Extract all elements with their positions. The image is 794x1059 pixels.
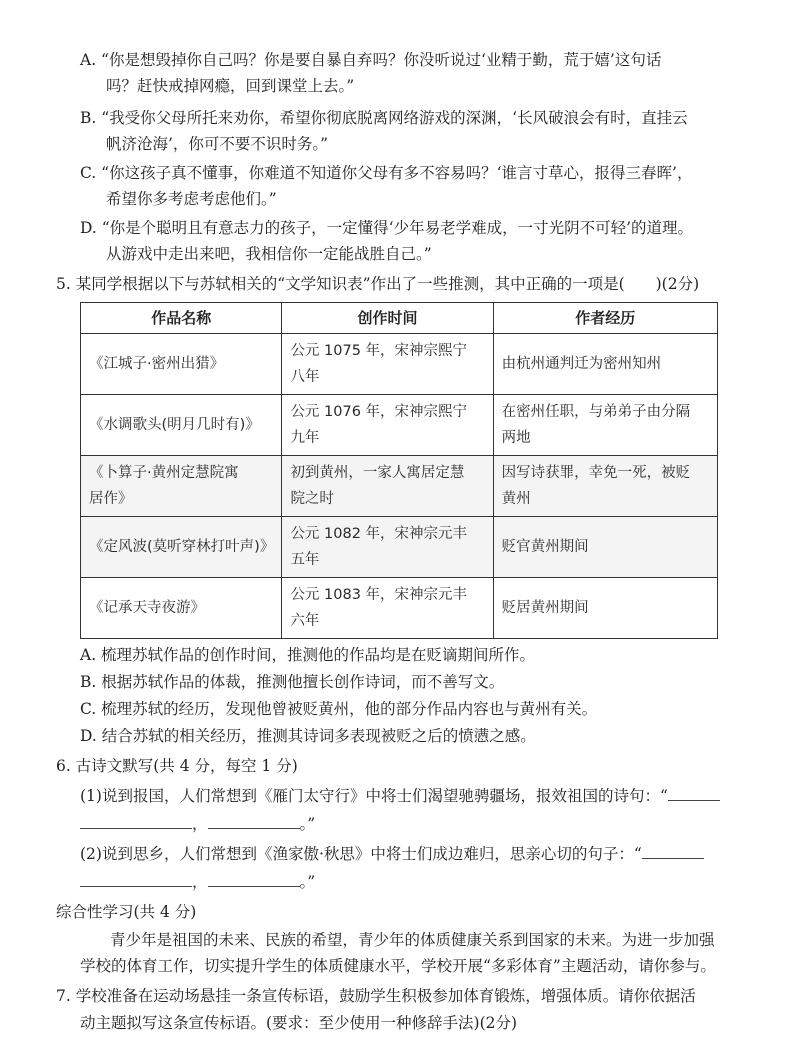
comprehensive-para-2: 学校的体育工作，切实提升学生的体质健康水平，学校开展“多彩体育”主题活动，请你参与。: [80, 957, 716, 975]
answer-blank[interactable]: [208, 872, 300, 887]
cell-time: [282, 395, 493, 456]
cell-experience: [493, 578, 717, 639]
cell-time: [282, 456, 493, 517]
q6-title: 6. 古诗文默写(共 4 分，每空 1 分): [56, 757, 298, 775]
q4-option-b: B. “我受你父母所托来劝你，希望你彻底脱离网络游戏的深渊，‘长风破浪会有时，直挂云: [80, 109, 688, 127]
q6-comma: ，: [192, 873, 208, 891]
q4-option-c: C. “你这孩子真不懂事，你难道不知道你父母有多不容易吗？‘谁言寸草心，报得三春晖’，: [80, 164, 693, 182]
q6-item-2-text: (2)说到思乡，人们常想到《渔家傲·秋思》中将士们成边难归，思亲心切的句子：“: [80, 845, 642, 863]
cell-time-line: 公元 1083 年，宋神宗元丰: [290, 587, 468, 603]
header-work: 作品名称: [81, 303, 282, 334]
cell-work-line: 《水调歌头(明月几时有)》: [89, 417, 260, 433]
cell-work: [81, 578, 282, 639]
cell-work-line: 《定风波(莫听穿林打叶声)》: [89, 539, 275, 555]
cell-experience: [493, 456, 717, 517]
cell-time-line: 初到黄州，一家人寓居定慧: [290, 465, 465, 481]
q5-option-a: A. 梳理苏轼作品的创作时间，推测他的作品均是在贬谪期间所作。: [80, 646, 536, 664]
q5-option-c: C. 梳理苏轼的经历，发现他曾被贬黄州，他的部分作品内容也与黄州有关。: [80, 700, 598, 718]
cell-time-line: 院之时: [290, 491, 334, 507]
cell-exp-line: 由杭州通判迁为密州知州: [501, 356, 662, 372]
q4-option-a: A. “你是想毁掉你自己吗？你是要自暴自弃吗？你没听说过‘业精于勤，荒于嬉’这句话: [80, 51, 662, 69]
cell-work-line: 《江城子·密州出猎》: [89, 356, 225, 372]
q4-option-b-cont: 帆济沧海’，你可不要不识时务。”: [106, 135, 329, 153]
table-row: [81, 578, 718, 639]
cell-experience: [493, 334, 717, 395]
table-row: [81, 395, 718, 456]
comprehensive-para-1: 青少年是祖国的未来、民族的希望，青少年的体质健康关系到国家的未来。为进一步加强: [110, 931, 715, 949]
q7-line-1: 7. 学校准备在运动场悬挂一条宣传标语，鼓励学生积极参加体育锻炼，增强体质。请你依据活: [56, 987, 696, 1005]
answer-blank[interactable]: [80, 814, 192, 829]
cell-exp-line: 黄州: [501, 491, 531, 507]
q6-end: 。”: [299, 815, 316, 833]
q4-option-d-cont: 从游戏中走出来吧，我相信你一定能战胜自己。”: [106, 245, 432, 263]
cell-time: [282, 334, 493, 395]
cell-time-line: 公元 1082 年，宋神宗元丰: [290, 526, 468, 542]
cell-time: [282, 578, 493, 639]
cell-exp-line: 在密州任职，与弟弟子由分隔: [501, 404, 691, 420]
q6-item-2-cont: [80, 872, 315, 892]
cell-experience: [493, 395, 717, 456]
q6-comma: ，: [192, 815, 208, 833]
cell-exp-line: 贬官黄州期间: [501, 539, 589, 555]
q4-option-d: D. “你是个聪明且有意志力的孩子，一定懂得‘少年易老学难成，一寸光阴不可轻’的道理。: [80, 219, 694, 237]
answer-blank[interactable]: [208, 814, 300, 829]
cell-exp-line: 贬居黄州期间: [501, 600, 589, 616]
q4-option-c-cont: 希望你多考虑考虑他们。”: [106, 190, 277, 208]
header-experience: 作者经历: [493, 303, 717, 334]
comprehensive-title: 综合性学习(共 4 分): [56, 903, 197, 921]
cell-time-line: 八年: [290, 369, 320, 385]
q6-item-2: [80, 844, 704, 864]
table-row: [81, 334, 718, 395]
q6-item-1: [80, 786, 720, 806]
cell-time-line: 公元 1076 年，宋神宗熙宁: [290, 404, 468, 420]
q4-option-a-cont: 吗？赶快戒掉网瘾，回到课堂上去。”: [106, 77, 355, 95]
cell-exp-line: 两地: [501, 430, 531, 446]
answer-blank[interactable]: [668, 786, 720, 801]
cell-time-line: 五年: [290, 552, 320, 568]
cell-time-line: 公元 1075 年，宋神宗熙宁: [290, 343, 468, 359]
cell-work: [81, 517, 282, 578]
cell-work: [81, 395, 282, 456]
answer-blank[interactable]: [80, 872, 192, 887]
cell-work: [81, 334, 282, 395]
table-row: [81, 517, 718, 578]
literature-knowledge-table: [80, 302, 718, 639]
q6-item-1-cont: [80, 814, 315, 834]
answer-blank[interactable]: [642, 844, 704, 859]
q5-option-d: D. 结合苏轼的相关经历，推测其诗词多表现被贬之后的愤懑之感。: [80, 727, 536, 745]
table-row: [81, 456, 718, 517]
q5-stem: 5. 某同学根据以下与苏轼相关的“文学知识表”作出了一些推测，其中正确的一项是( )(2分): [56, 275, 700, 293]
cell-time: [282, 517, 493, 578]
cell-work-line: 居作》: [89, 491, 133, 507]
cell-time-line: 六年: [290, 613, 320, 629]
q7-line-2: 动主题拟写这条宣传标语。(要求：至少使用一种修辞手法)(2分): [80, 1014, 518, 1032]
cell-work: [81, 456, 282, 517]
cell-experience: [493, 517, 717, 578]
cell-time-line: 九年: [290, 430, 320, 446]
q5-option-b: B. 根据苏轼作品的体裁，推测他擅长创作诗词，而不善写文。: [80, 673, 505, 691]
q6-item-1-text: (1)说到报国，人们常想到《雁门太守行》中将士们渴望驰骋疆场，报效祖国的诗句：“: [80, 787, 668, 805]
cell-work-line: 《记承天寺夜游》: [89, 600, 205, 616]
q6-end: 。”: [299, 873, 316, 891]
header-time: 创作时间: [282, 303, 493, 334]
cell-work-line: 《卜算子·黄州定慧院寓: [89, 465, 239, 481]
cell-exp-line: 因写诗获罪，幸免一死，被贬: [501, 465, 691, 481]
